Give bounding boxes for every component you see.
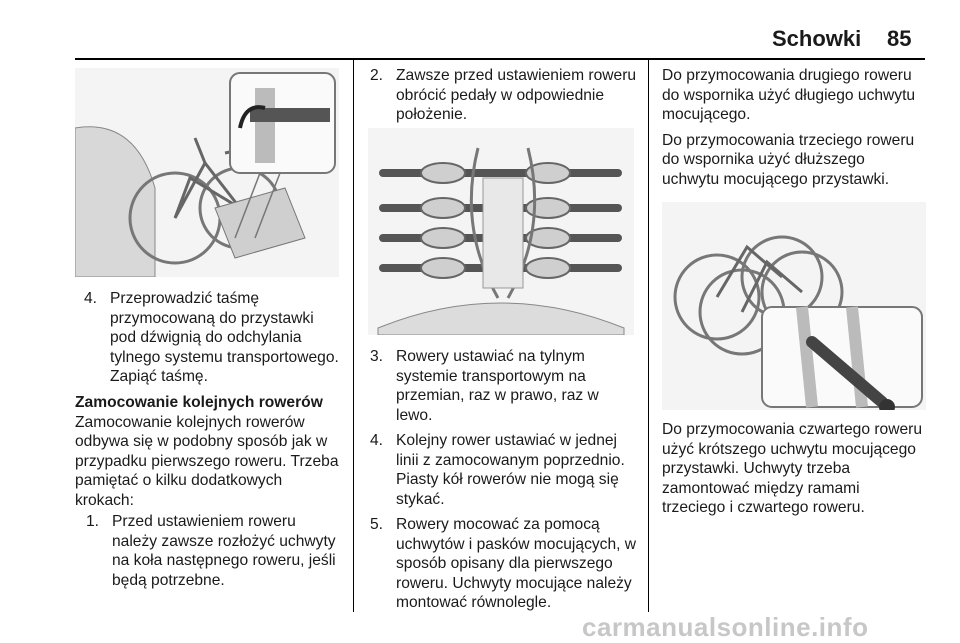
- step-text: Przed ustawieniem roweru należy zawsze rozłożyć uchwyty na koła następnego roweru, jeśli będą potrzebne.: [112, 513, 336, 589]
- step-text: Zawsze przed ustawieniem roweru obrócić pedały w odpowiednie położenie.: [396, 67, 637, 123]
- step-text: Rowery mocować za pomocą uchwytów i pasków mocujących, w sposób opisany dla pierwszego roweru. Uchwyty mocujące należy montować równolegle.: [396, 516, 637, 611]
- page-number: 85: [887, 26, 912, 51]
- paragraph-second-bike: Do przymocowania drugiego roweru do wspornika użyć długiego uchwytu mocującego.: [662, 67, 916, 123]
- page-header: [0, 24, 960, 54]
- section-title: Schowki: [772, 26, 862, 51]
- step-3: [370, 347, 638, 425]
- step-number: 1.: [86, 513, 100, 530]
- subsection-heading: Zamocowanie kolejnych rowerów: [75, 394, 323, 411]
- step-number: 5.: [370, 516, 384, 533]
- pedal-position-illustration: [368, 128, 634, 335]
- fourth-bike-holder-illustration: [662, 202, 926, 410]
- column-divider-2: [648, 60, 649, 612]
- step-1: [86, 512, 345, 590]
- step-text: Przeprowadzić taśmę przymocowaną do przystawki pod dźwignią do odchylania tylnego systemu transportowego. Zapiąć taśmę.: [110, 290, 339, 385]
- step-4: [370, 431, 638, 509]
- intro-paragraph: Zamocowanie kolejnych rowerów odbywa się w podobny sposób jak w przypadku pierwszego roweru. Trzeba pamiętać o kilku dodatkowych krokach:: [75, 413, 339, 509]
- watermark: carmanualsonline.info: [582, 612, 869, 642]
- step-text: Rowery ustawiać na tylnym systemie transportowym na przemian, raz w prawo, raz w lewo.: [396, 348, 599, 424]
- step-number: 4.: [370, 432, 384, 449]
- step-4: [84, 289, 342, 387]
- column-divider-1: [353, 60, 354, 612]
- bike-carrier-strap-illustration: [75, 68, 339, 277]
- step-number: 3.: [370, 348, 384, 365]
- paragraph-third-bike: Do przymocowania trzeciego roweru do wspornika użyć dłuższego uchwytu mocującego przystawki.: [662, 131, 915, 188]
- paragraph-fourth-bike: Do przymocowania czwartego roweru użyć krótszego uchwytu mocującego przystawki. Uchwyty trzeba zamontować między ramami trzeciego i czwartego roweru.: [662, 421, 922, 516]
- step-text: Kolejny rower ustawiać w jednej linii z zamocowanym poprzednio. Piasty kół rowerów nie mogą się stykać.: [396, 432, 625, 508]
- step-2: [370, 66, 638, 125]
- step-number: 4.: [84, 290, 98, 307]
- step-number: 2.: [370, 67, 384, 84]
- step-5: [370, 515, 638, 613]
- header-rule: [75, 58, 925, 60]
